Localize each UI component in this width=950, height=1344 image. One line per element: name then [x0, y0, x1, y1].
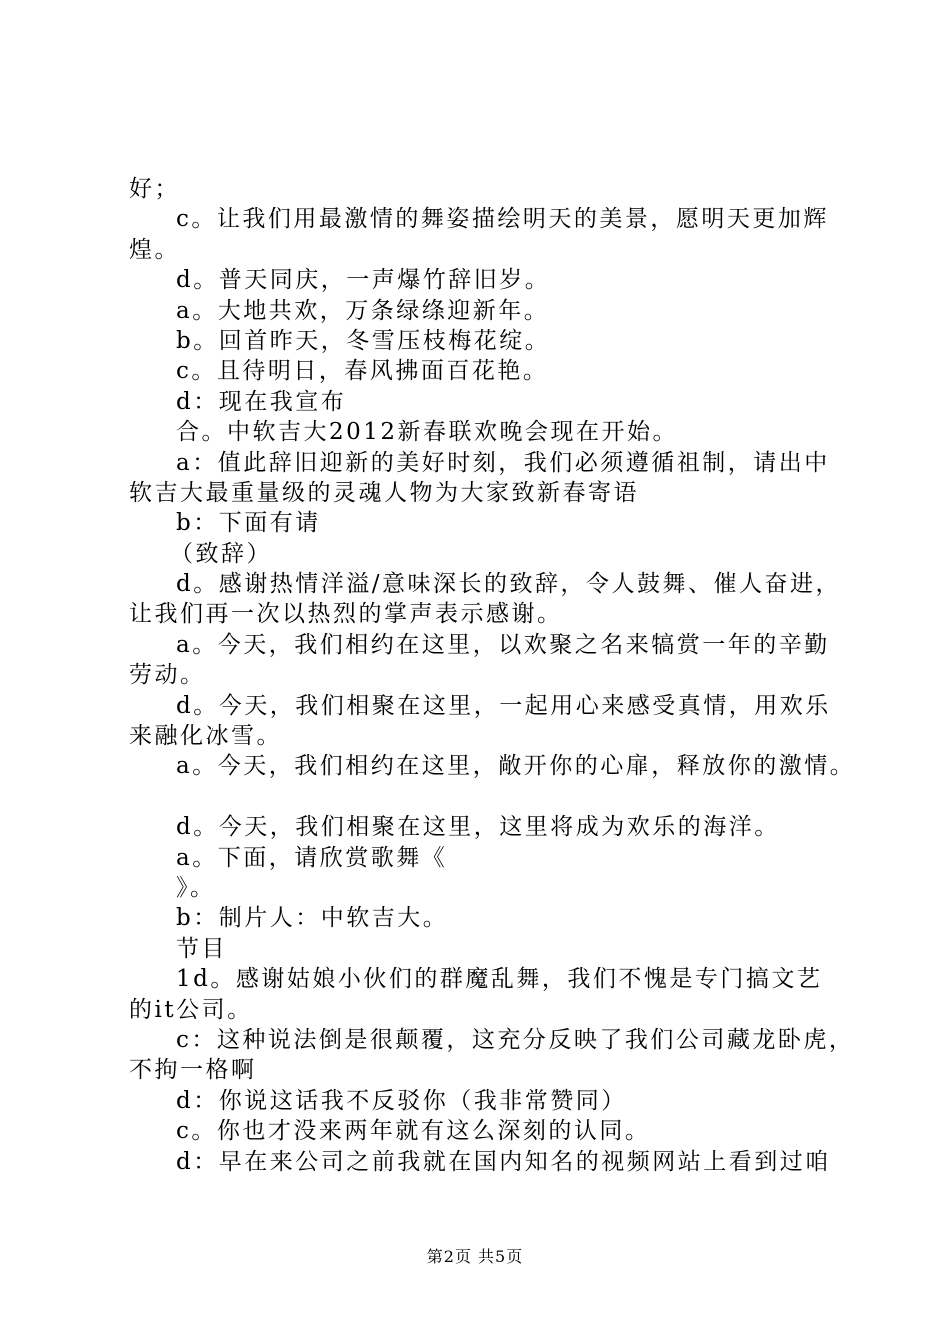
text-line: a：值此辞旧迎新的美好时刻，我们必须遵循祖制，请出中 — [176, 449, 830, 476]
text-line: 好； — [129, 176, 180, 202]
text-line: 的it公司。 — [129, 996, 253, 1023]
text-line: d。今天，我们相聚在这里，一起用心来感受真情，用欢乐 — [176, 692, 831, 719]
text-line: c：这种说法倒是很颠覆，这充分反映了我们公司藏龙卧虎， — [176, 1026, 855, 1053]
text-line: a。今天，我们相约在这里，以欢聚之名来犒赏一年的辛勤 — [176, 631, 830, 658]
text-line: d：你说这话我不反驳你（我非常赞同） — [176, 1087, 627, 1114]
text-line: 不拘一格啊 — [129, 1057, 257, 1084]
text-line: 煌。 — [129, 236, 180, 263]
text-line: 合。中软吉大2012新春联欢晚会现在开始。 — [176, 419, 679, 446]
text-line: b：制片人：中软吉大。 — [176, 905, 449, 932]
text-line: 软吉大最重量级的灵魂人物为大家致新春寄语 — [129, 479, 639, 506]
text-line: c。让我们用最激情的舞姿描绘明天的美景，愿明天更加辉 — [176, 206, 829, 233]
text-line: d：早在来公司之前我就在国内知名的视频网站上看到过咱 — [176, 1148, 831, 1175]
document-body — [129, 174, 856, 1177]
text-line: （致辞） — [170, 540, 272, 567]
text-line: 节目 — [176, 935, 227, 962]
text-line: d：现在我宣布 — [176, 388, 347, 415]
page-footer: 第2页 共5页 — [426, 1247, 524, 1266]
text-line: b。回首昨天，冬雪压枝梅花绽。 — [176, 327, 551, 354]
text-line — [129, 782, 834, 812]
text-line: a。今天，我们相约在这里，敞开你的心扉，释放你的激情。 — [176, 753, 856, 780]
text-line: c。且待明日，春风拂面百花艳。 — [176, 358, 549, 385]
text-line: 》。 — [176, 874, 216, 901]
text-line: d。今天，我们相聚在这里，这里将成为欢乐的海洋。 — [176, 814, 780, 841]
text-line: d。普天同庆，一声爆竹辞旧岁。 — [176, 267, 551, 294]
text-line: a。下面，请欣赏歌舞《 — [176, 844, 448, 871]
text-line: c。你也才没来两年就有这么深刻的认同。 — [176, 1118, 651, 1145]
text-line: d。感谢热情洋溢/意味深长的致辞，令人鼓舞、催人奋进， — [176, 571, 841, 598]
text-line: 劳动。 — [129, 662, 206, 689]
text-line: 1d。感谢姑娘小伙们的群魔乱舞，我们不愧是专门搞文艺 — [176, 966, 823, 993]
text-line: b：下面有请 — [176, 510, 321, 537]
text-line: a。大地共欢，万条绿绦迎新年。 — [176, 297, 550, 324]
text-line: 来融化冰雪。 — [129, 723, 282, 750]
text-line: 让我们再一次以热烈的掌声表示感谢。 — [129, 601, 563, 628]
